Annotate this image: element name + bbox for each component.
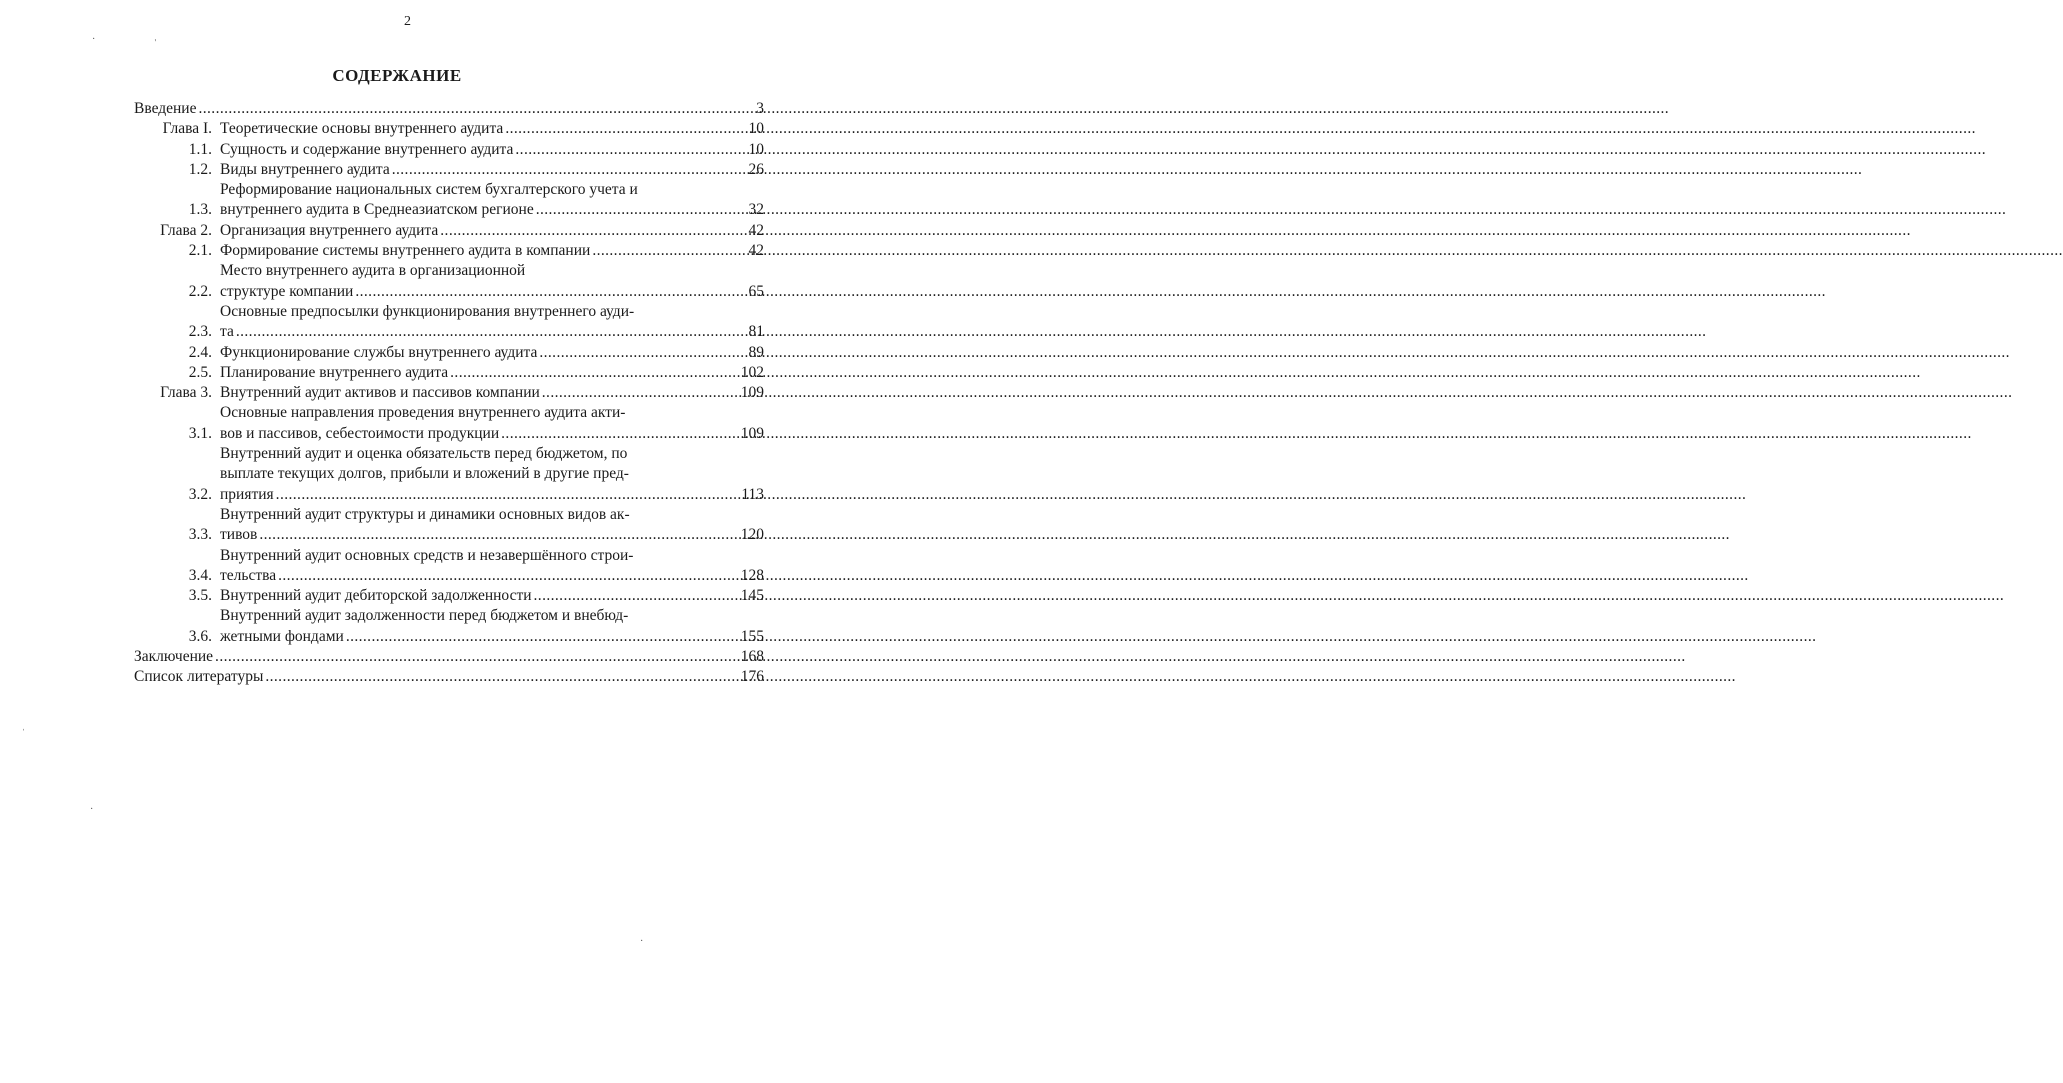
toc-entry-page: 102 bbox=[740, 363, 764, 381]
toc-entry-text: Внутренний аудит основных средств и незавершённого строи- bbox=[220, 546, 634, 564]
toc-entry bbox=[134, 363, 764, 383]
dot-leader bbox=[392, 160, 720, 180]
scan-speck: · bbox=[90, 804, 94, 815]
toc-entry bbox=[134, 99, 764, 119]
toc-entry-text: Заключение bbox=[134, 648, 214, 666]
toc-entry-number: 3.4. bbox=[188, 566, 212, 584]
toc-entry-text: Введение bbox=[134, 100, 197, 117]
toc-entry-number: 1.2. bbox=[188, 160, 212, 178]
toc-entry-text: Основные направления проведения внутреннего аудита акти- bbox=[220, 404, 626, 422]
dot-leader bbox=[276, 485, 720, 505]
toc-entry bbox=[134, 343, 764, 363]
toc-entry-text: Основные предпосылки функционирования внутреннего ауди- bbox=[220, 302, 635, 320]
dot-leader bbox=[542, 383, 720, 403]
dot-leader bbox=[450, 363, 720, 383]
toc-entry-number: 3.5. bbox=[188, 587, 212, 605]
toc-entry-text: Внутренний аудит задолженности перед бюджетом и внебюд- bbox=[220, 607, 629, 625]
toc-entry bbox=[134, 403, 764, 444]
scan-speck: ˈ bbox=[22, 728, 26, 739]
toc-entry-page: 10 bbox=[748, 140, 764, 158]
toc-entry bbox=[134, 261, 764, 302]
toc-entry-number: 3.2. bbox=[188, 485, 212, 503]
dot-leader bbox=[536, 200, 720, 220]
toc-entry-number: 3.3. bbox=[188, 526, 212, 544]
toc-entry-text: Место внутреннего аудита в организационной bbox=[220, 262, 526, 280]
dot-leader bbox=[505, 119, 720, 139]
toc-entry-page: 120 bbox=[740, 526, 764, 544]
toc-entry bbox=[134, 140, 764, 160]
toc-entry-page: 26 bbox=[748, 160, 764, 178]
toc-entry-page: 10 bbox=[748, 120, 764, 138]
dot-leader bbox=[440, 221, 720, 241]
toc-entry-number: 1.1. bbox=[188, 140, 212, 158]
toc-entry-number: 2.3. bbox=[188, 323, 212, 341]
toc-entry-text: та bbox=[220, 323, 234, 341]
toc-entry-text: жетными фондами bbox=[220, 627, 344, 645]
toc-entry bbox=[134, 444, 764, 505]
toc-entry-text: выплате текущих долгов, прибыли и вложений в другие пред- bbox=[220, 465, 629, 483]
toc-entry bbox=[134, 302, 764, 343]
dot-leader bbox=[534, 586, 720, 606]
dot-leader bbox=[198, 99, 720, 119]
dot-leader bbox=[592, 241, 720, 261]
toc-entry-text: Внутренний аудит структуры и динамики основных видов ак- bbox=[220, 505, 630, 523]
dot-leader bbox=[215, 647, 720, 667]
page-number: 2 bbox=[404, 14, 411, 29]
toc-entry-text: структуре компании bbox=[220, 282, 354, 300]
toc-entry bbox=[134, 119, 764, 139]
toc-entry-page: 89 bbox=[748, 343, 764, 361]
toc-entry bbox=[134, 647, 764, 667]
toc-entry bbox=[134, 383, 764, 403]
toc-entry-text: Теоретические основы внутреннего аудита bbox=[220, 120, 504, 138]
toc-entry bbox=[134, 505, 764, 546]
toc-entry-number: 2.4. bbox=[188, 343, 212, 361]
dot-leader bbox=[501, 424, 720, 444]
toc-entry-text: Виды внутреннего аудита bbox=[220, 160, 390, 178]
toc-entry-number: 2.1. bbox=[188, 242, 212, 260]
toc-entry-page: 109 bbox=[740, 384, 764, 402]
toc-entry-text: Формирование системы внутреннего аудита в компании bbox=[220, 242, 591, 260]
dot-leader bbox=[539, 343, 720, 363]
toc-entry-text: Реформирование национальных систем бухгалтерского учета и bbox=[220, 181, 638, 199]
toc-entry-text: Внутренний аудит дебиторской задолженности bbox=[220, 587, 532, 605]
toc-entry-page: 168 bbox=[740, 648, 764, 666]
toc-entry-page: 145 bbox=[740, 587, 764, 605]
toc-entry bbox=[134, 160, 764, 180]
toc-entry-page: 155 bbox=[740, 627, 764, 645]
toc-entry-text: вов и пассивов, себестоимости продукции bbox=[220, 424, 500, 442]
toc-entry-number: Глава I. bbox=[162, 120, 212, 138]
toc-entry-text: тельства bbox=[220, 566, 277, 584]
toc-entry-text: Внутренний аудит активов и пассивов компании bbox=[220, 384, 540, 402]
dot-leader bbox=[355, 282, 720, 302]
toc-entry-number: Глава 3. bbox=[160, 384, 212, 402]
toc-entry-page: 3 bbox=[756, 100, 764, 117]
toc-entry-text: Сущность и содержание внутреннего аудита bbox=[220, 140, 514, 158]
toc-entry bbox=[134, 606, 764, 647]
toc-entry-number: Глава 2. bbox=[160, 221, 212, 239]
toc-entry-number: 3.1. bbox=[188, 424, 212, 442]
toc-entry-page: 42 bbox=[748, 221, 764, 239]
toc-entry bbox=[134, 180, 764, 221]
toc-entry-page: 128 bbox=[740, 566, 764, 584]
toc-title: СОДЕРЖАНИЕ bbox=[332, 66, 462, 85]
toc-entry-page: 109 bbox=[740, 424, 764, 442]
toc-entry-page: 81 bbox=[748, 323, 764, 341]
toc-entry-number: 2.2. bbox=[188, 282, 212, 300]
toc-entry bbox=[134, 221, 764, 241]
toc-entry-number: 3.6. bbox=[188, 627, 212, 645]
toc-entry-text: Список литературы bbox=[134, 668, 264, 686]
dot-leader bbox=[278, 566, 720, 586]
toc-entry-text: приятия bbox=[220, 485, 274, 503]
dot-leader bbox=[346, 627, 720, 647]
toc-entry-page: 65 bbox=[748, 282, 764, 300]
scan-speck: ˋ bbox=[149, 37, 158, 50]
scan-speck: · bbox=[640, 936, 644, 947]
toc-entry-text: Внутренний аудит и оценка обязательств перед бюджетом, по bbox=[220, 445, 628, 463]
toc-entry bbox=[134, 241, 764, 261]
toc-entry-page: 42 bbox=[748, 242, 764, 260]
toc-entry-number: 1.3. bbox=[188, 201, 212, 219]
table-of-contents bbox=[134, 99, 764, 688]
toc-entry-text: Функционирование службы внутреннего аудита bbox=[220, 343, 538, 361]
toc-entry-page: 113 bbox=[741, 485, 764, 503]
scan-speck: · bbox=[92, 34, 96, 45]
toc-entry bbox=[134, 667, 764, 687]
dot-leader bbox=[265, 667, 720, 687]
toc-entry-page: 32 bbox=[748, 201, 764, 219]
toc-entry-number: 2.5. bbox=[188, 363, 212, 381]
toc-entry-text: Организация внутреннего аудита bbox=[220, 221, 439, 239]
toc-entry bbox=[134, 586, 764, 606]
toc-entry bbox=[134, 546, 764, 587]
toc-entry-text: тивов bbox=[220, 526, 258, 544]
toc-entry-text: внутреннего аудита в Среднеазиатском регионе bbox=[220, 201, 534, 219]
dot-leader bbox=[259, 525, 720, 545]
toc-entry-page: 176 bbox=[740, 668, 764, 686]
dot-leader bbox=[236, 322, 720, 342]
dot-leader bbox=[515, 140, 720, 160]
toc-entry-text: Планирование внутреннего аудита bbox=[220, 363, 449, 381]
